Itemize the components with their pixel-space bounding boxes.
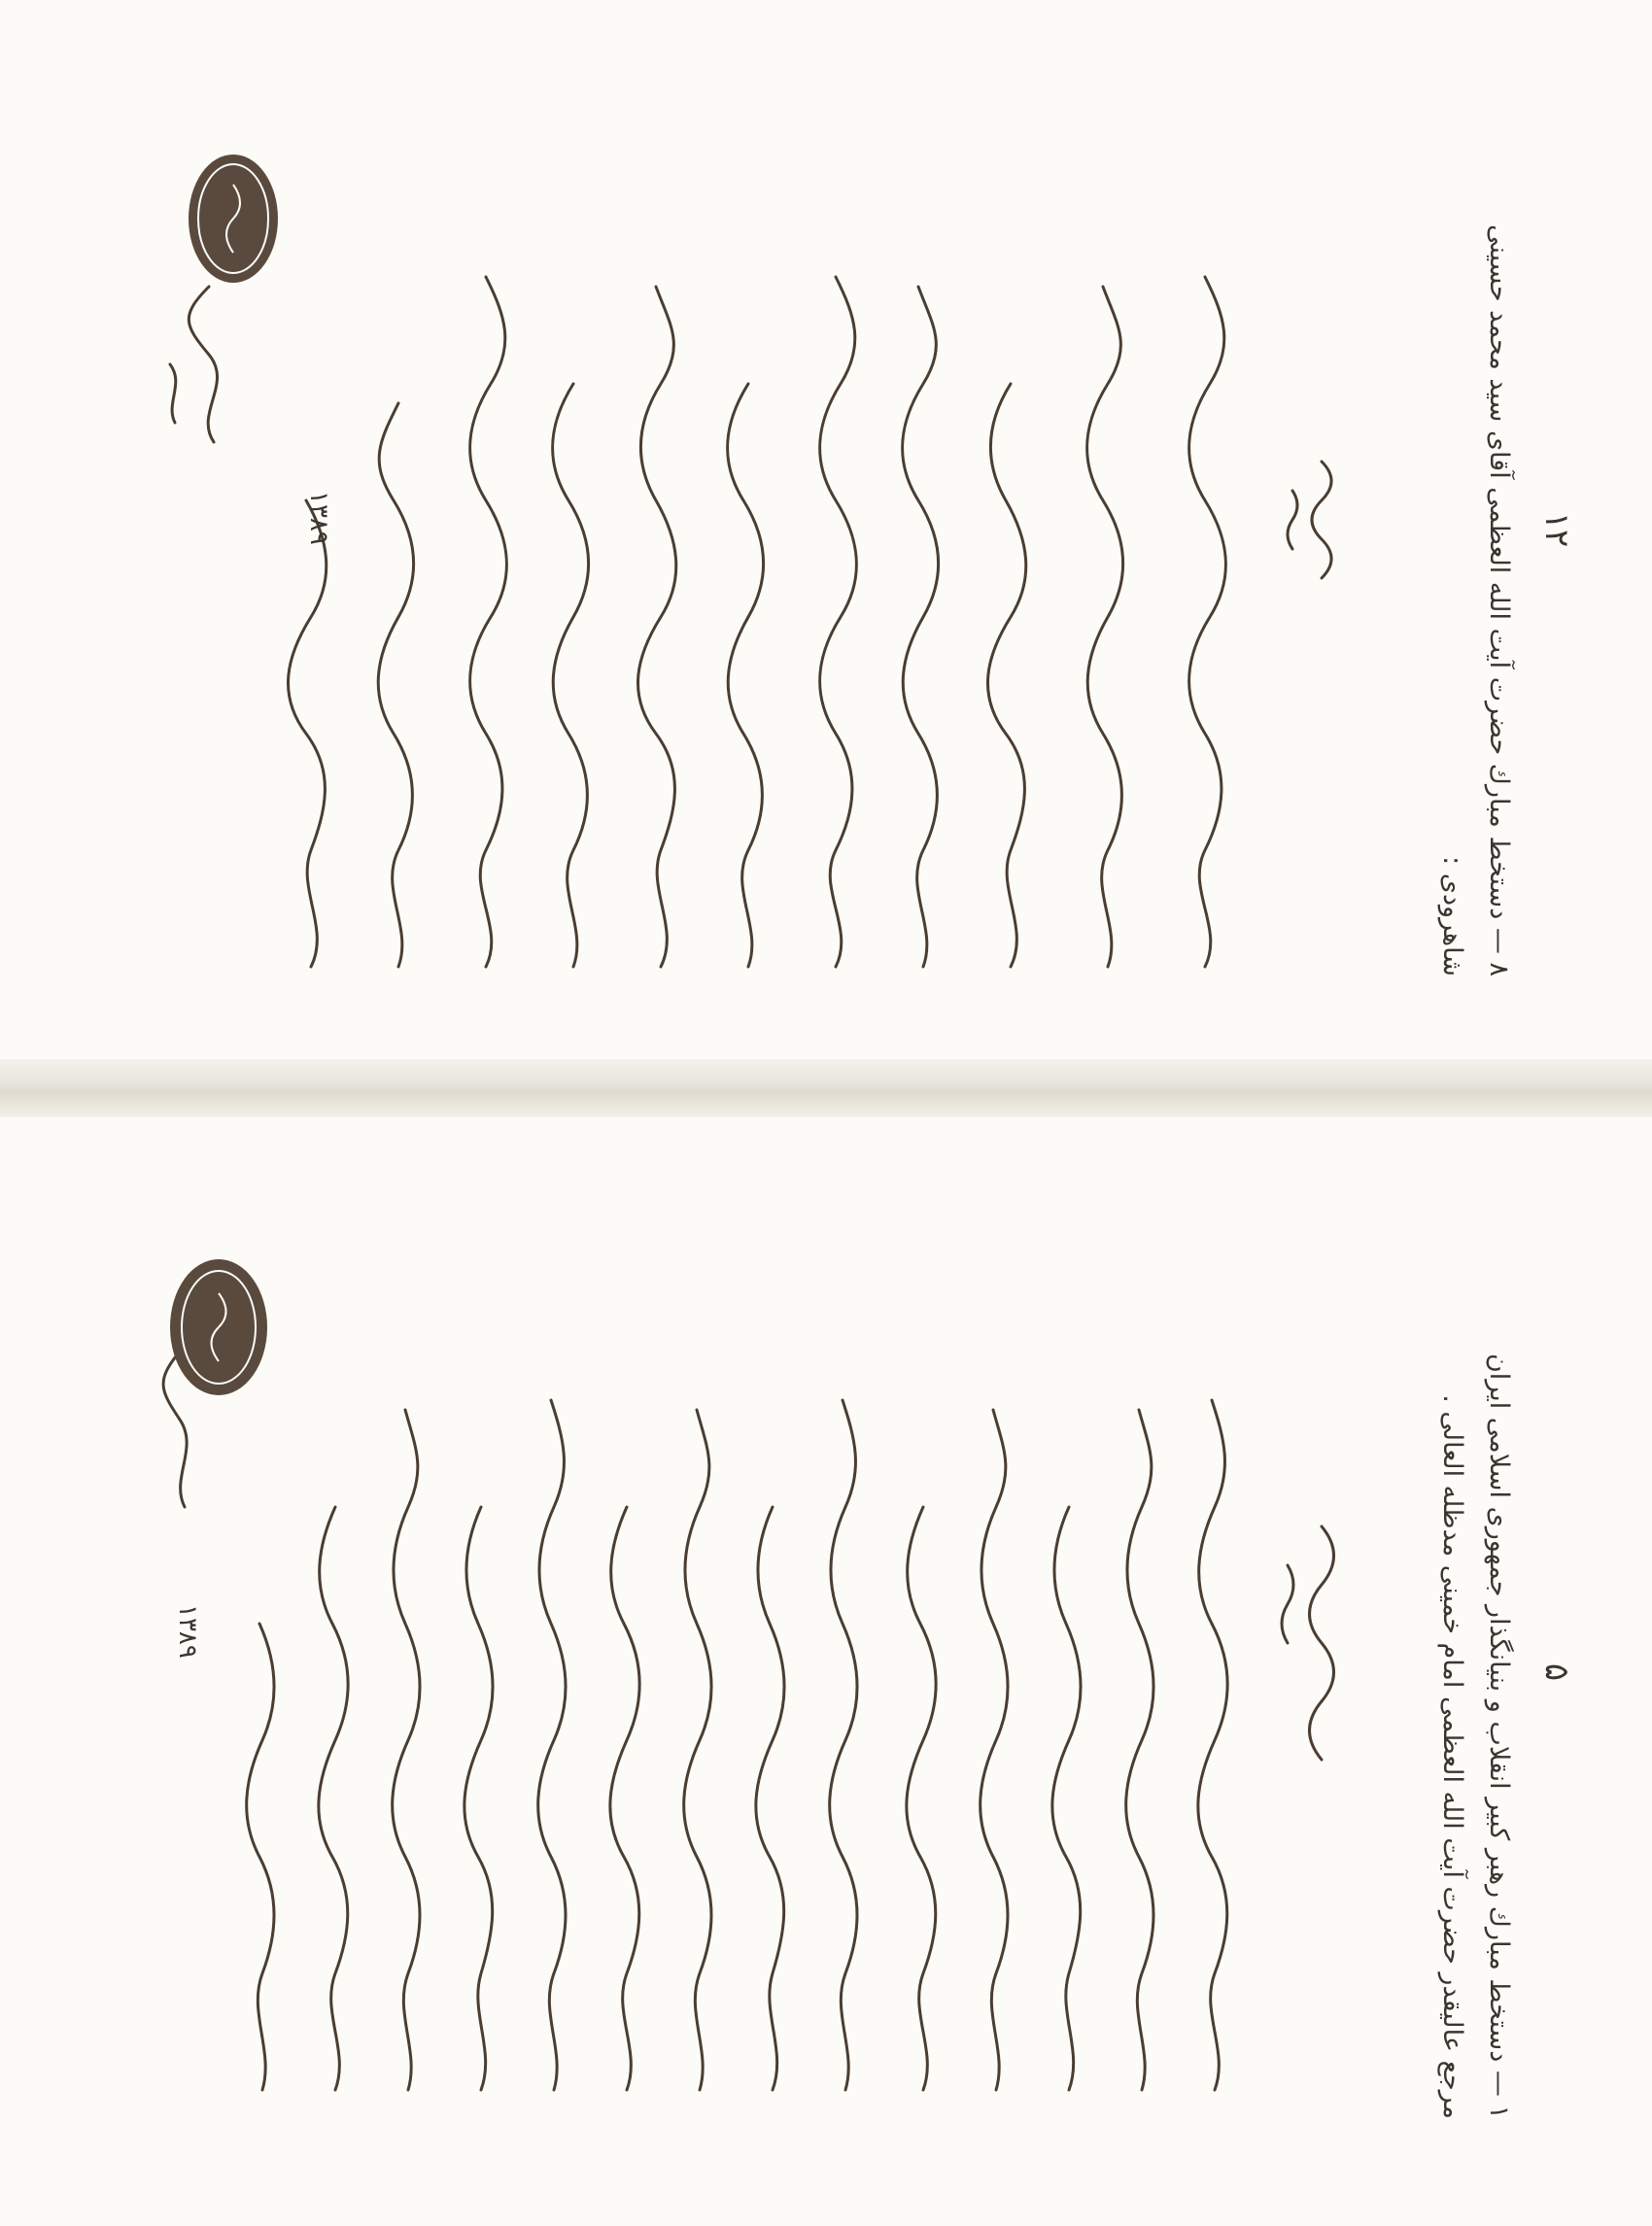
script-line <box>553 384 589 967</box>
script-line <box>1052 1507 1081 2090</box>
heading-line-2: شاهرودى : <box>1437 856 1467 976</box>
script-line <box>319 1507 348 2090</box>
bottom-page <box>0 1117 1652 2226</box>
top-page-content <box>49 44 1603 1015</box>
script-line <box>728 384 764 967</box>
signature-scribble <box>170 287 218 442</box>
script-line <box>820 277 857 967</box>
bottom-page-content <box>49 1186 1603 2158</box>
script-line <box>1198 1400 1227 2090</box>
page-heading <box>1428 102 1522 976</box>
script-line <box>1126 1410 1153 2090</box>
heading-number: ۱ <box>1484 2104 1514 2119</box>
script-line <box>470 277 507 967</box>
script-line <box>610 1507 639 2090</box>
script-line <box>830 1400 857 2090</box>
heading-line-1: ۸ — دستخط مبارك حضرت آيت الله العظمى آقاى سيد محمد حسينى <box>1484 224 1514 976</box>
top-page <box>0 0 1652 1059</box>
script-line <box>684 1410 711 2090</box>
seal-stamp <box>185 151 282 287</box>
page-heading <box>1428 1245 1522 2119</box>
invocation-scribble <box>1282 1526 1334 1760</box>
script-line <box>1087 287 1123 967</box>
script-line <box>637 287 675 967</box>
heading-number: ۸ <box>1484 962 1514 976</box>
script-line <box>378 403 413 967</box>
script-line <box>538 1400 566 2090</box>
letter-date: ۱۳۸۹ <box>173 1603 202 1659</box>
letter-date: ۱۳۸۹ <box>304 491 333 545</box>
script-line <box>981 1410 1008 2090</box>
script-line <box>247 1624 274 2090</box>
heading-text-1: دستخط مبارك حضرت آيت الله العظمى آقاى سيد محمد حسينى <box>1484 224 1514 920</box>
heading-line-2: مرجع عاليقدر حضرت آيت الله العظمى امام خمينى مدظله العالى . <box>1437 1393 1467 2119</box>
script-line <box>1189 277 1226 967</box>
heading-text-1: دستخط مبارك رهبر كبير انقلاب و بنيانگذار جمهورى اسلامى ايران <box>1484 1353 1514 2062</box>
invocation-scribble <box>1288 462 1331 578</box>
script-line <box>907 1507 936 2090</box>
book-spine-shadow <box>0 1059 1652 1117</box>
script-line <box>756 1507 784 2090</box>
seal-stamp <box>165 1254 272 1400</box>
script-line <box>465 1507 493 2090</box>
script-line <box>288 500 326 967</box>
page-number: ۵ <box>1537 1662 1576 1681</box>
page-number: ۱۲ <box>1537 511 1576 548</box>
script-line <box>987 384 1025 967</box>
script-line <box>393 1410 420 2090</box>
script-line <box>903 287 939 967</box>
heading-line-1: ۱ — دستخط مبارك رهبر كبير انقلاب و بنيانگذار جمهورى اسلامى ايران <box>1484 1353 1514 2119</box>
